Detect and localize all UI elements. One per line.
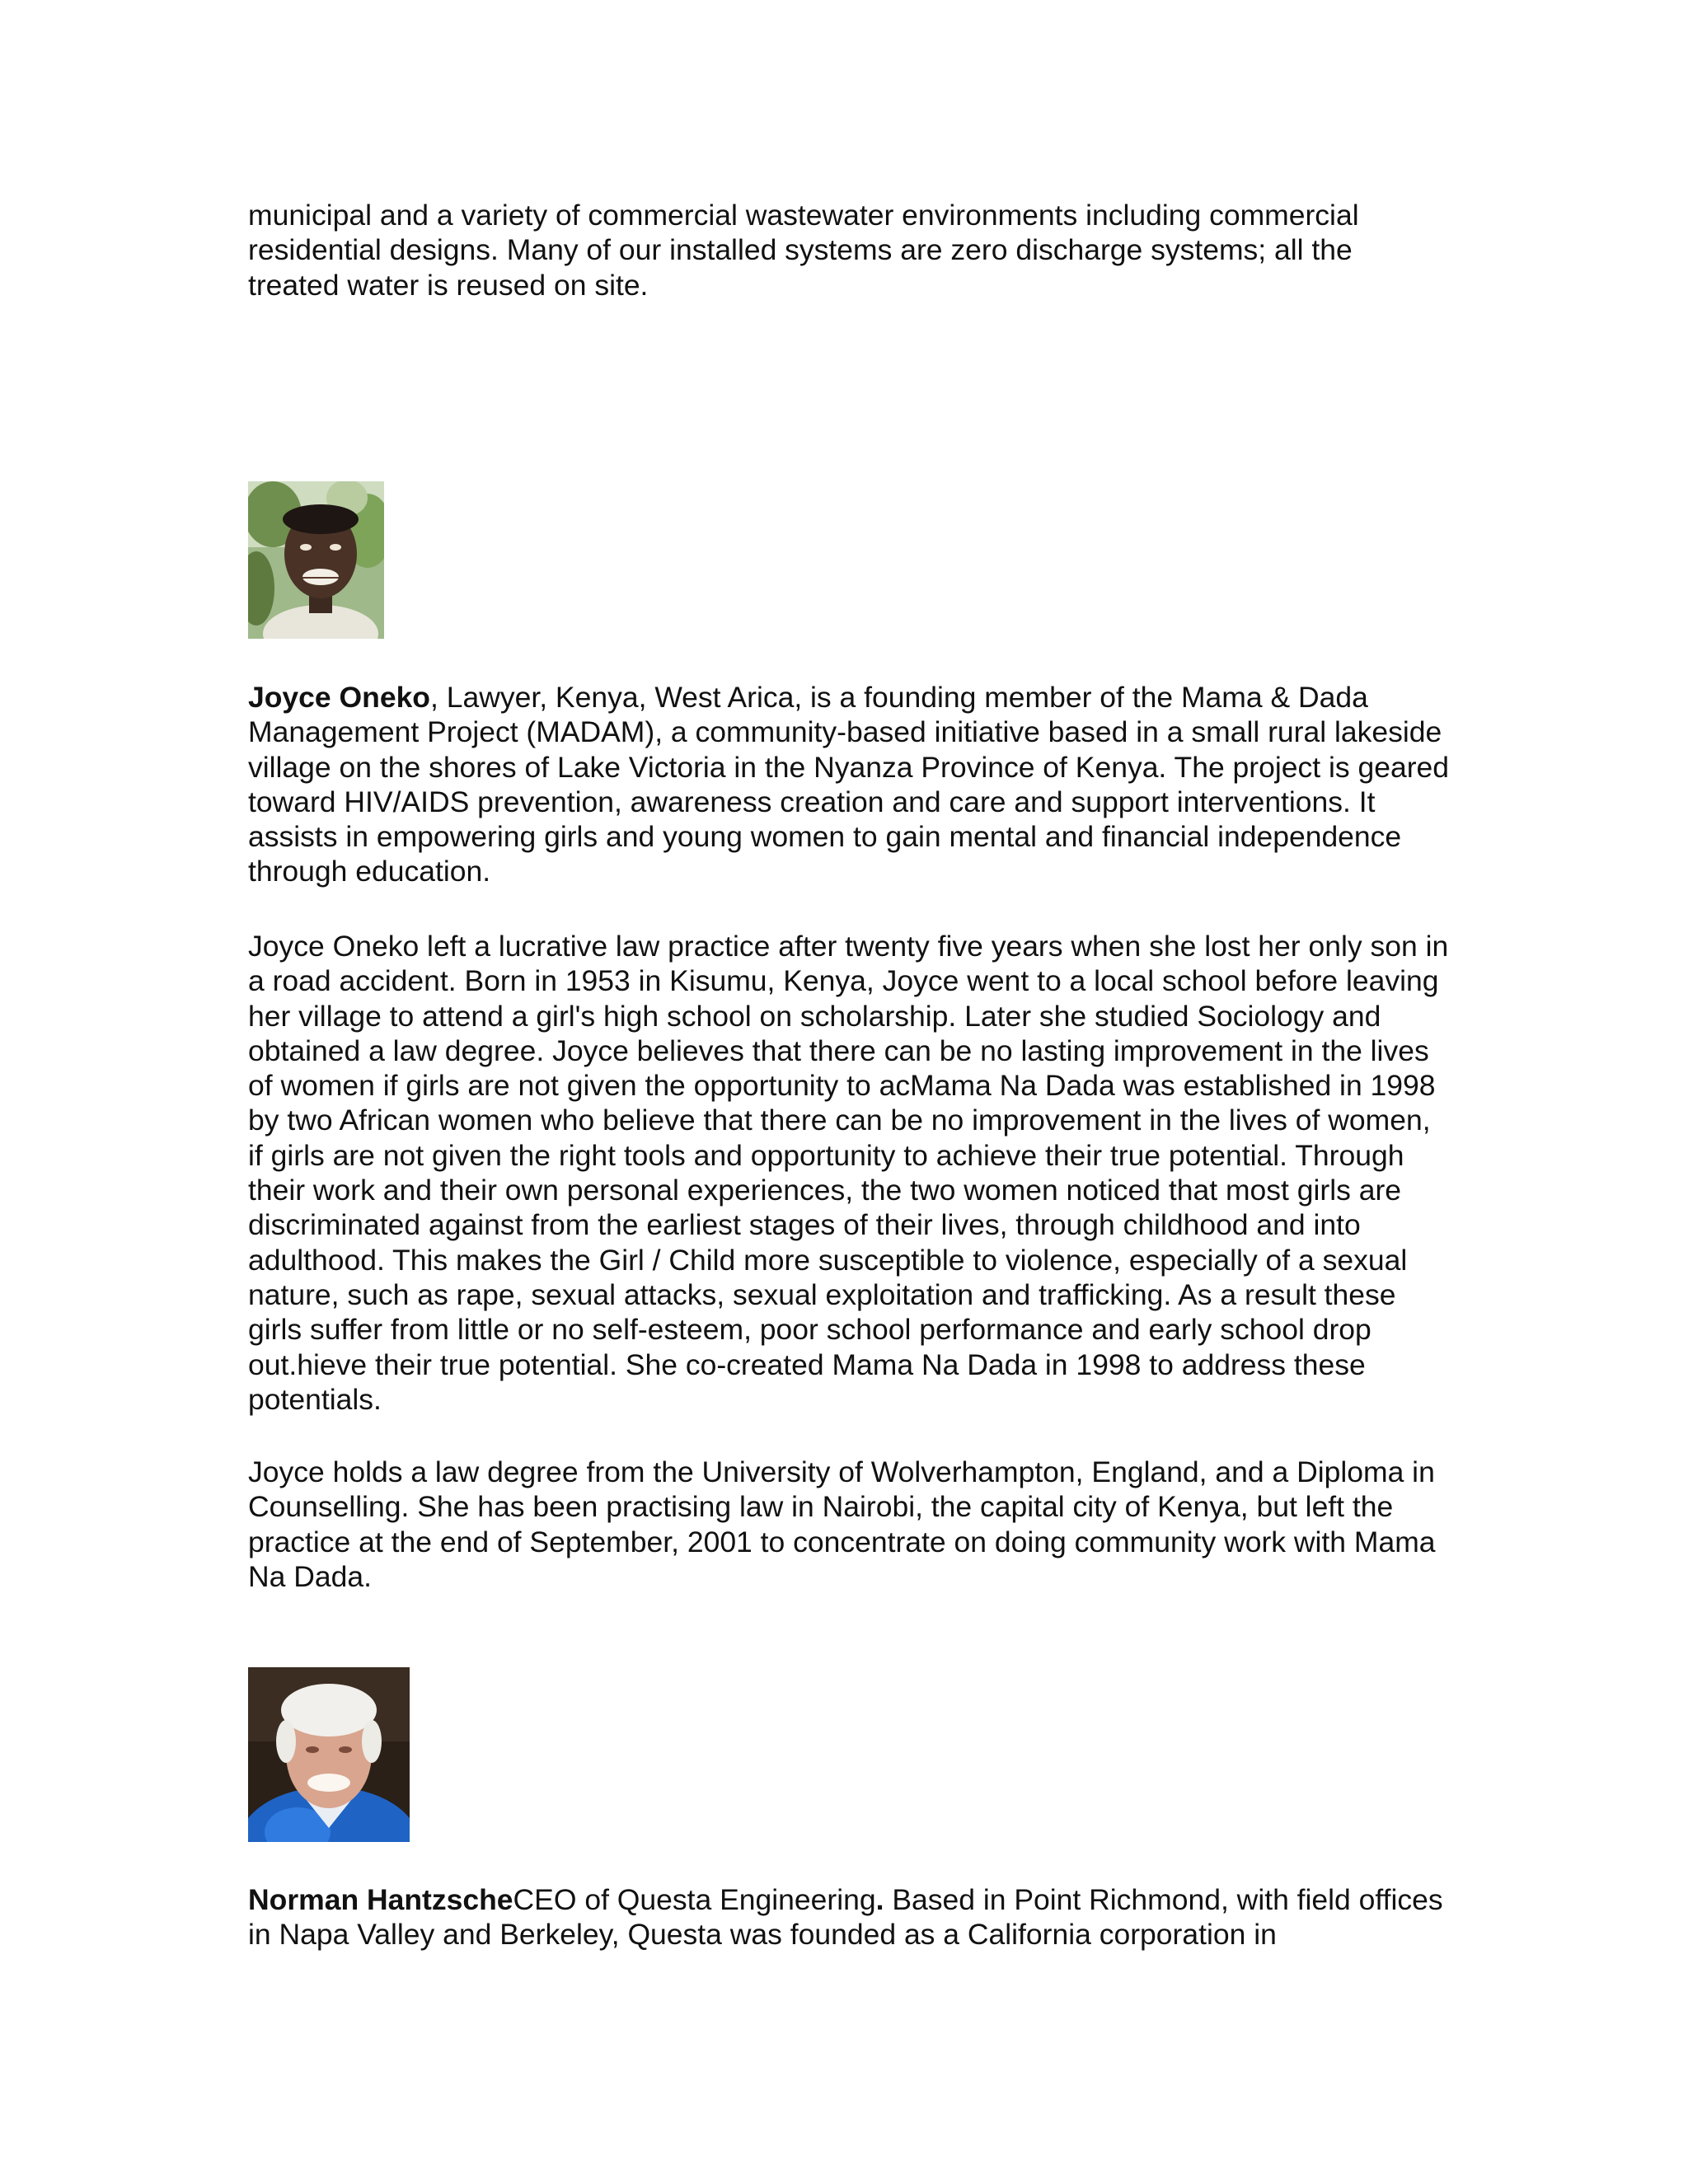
norman-hantzsche-bio-1 — [248, 1882, 1451, 1952]
norman-hantzsche-photo — [248, 1667, 410, 1842]
joyce-oneko-name: Joyce Oneko — [248, 681, 430, 714]
norman-hantzsche-bio-1-text: Based in Point Richmond, with field offices in Napa Valley and Berkeley, Questa was founded as a California corporation in — [248, 1883, 1443, 1952]
intro-paragraph: municipal and a variety of commercial wastewater environments including commercial residential designs. Many of our installed systems are zero discharge systems; all the treated water is reused on site. — [248, 199, 1359, 302]
norman-hantzsche-title-period: . — [875, 1883, 884, 1916]
joyce-oneko-bio-3: Joyce holds a law degree from the University of Wolverhampton, England, and a Diploma in Counselling. She has been practising law in Nairobi, the capital city of Kenya, but left the practice at the end of September, 2001 to concentrate on doing community work with Mama Na Dada. — [248, 1455, 1436, 1593]
joyce-oneko-bio-1 — [248, 680, 1451, 889]
joyce-oneko-bio-2: Joyce Oneko left a lucrative law practice after twenty five years when she lost her only son in a road accident. Born in 1953 in Kisumu, Kenya, Joyce went to a local school before leaving her village to attend a girl's high school on scholarship. Later she studied Sociology and obtained a law degree. Joyce believes that there can be no lasting improvement in the lives of women if girls are not given the opportunity to acMama Na Dada was established in 1998 by two African women who believe that there can be no improvement in the lives of women, if girls are not given the right tools and opportunity to achieve their true potential. Through their work and their own personal experiences, the two women noticed that most girls are discriminated against from the earliest stages of their lives, through childhood and into adulthood. This makes the Girl / Child more susceptible to violence, especially of a sexual nature, such as rape, sexual attacks, sexual exploitation and trafficking. As a result these girls suffer from little or no self-esteem, poor school performance and early school drop out.hieve their true potential. She co-created Mama Na Dada in 1998 to address these potentials. — [248, 930, 1449, 1416]
norman-hantzsche-name: Norman Hantzsche — [248, 1883, 513, 1916]
norman-hantzsche-title: CEO of Questa Engineering — [513, 1883, 876, 1916]
joyce-oneko-bio-1-text: , Lawyer, Kenya, West Arica, is a founding member of the Mama & Dada Management Project (MADAM), a community-based initiative based in a small rural lakeside village on the shores of Lake Victoria in the Nyanza Province of Kenya. The project is geared toward HIV/AIDS prevention, awareness creation and care and support interventions. It assists in empowering girls and young women to gain mental and financial independence through education. — [248, 681, 1450, 888]
joyce-oneko-photo — [248, 481, 384, 639]
